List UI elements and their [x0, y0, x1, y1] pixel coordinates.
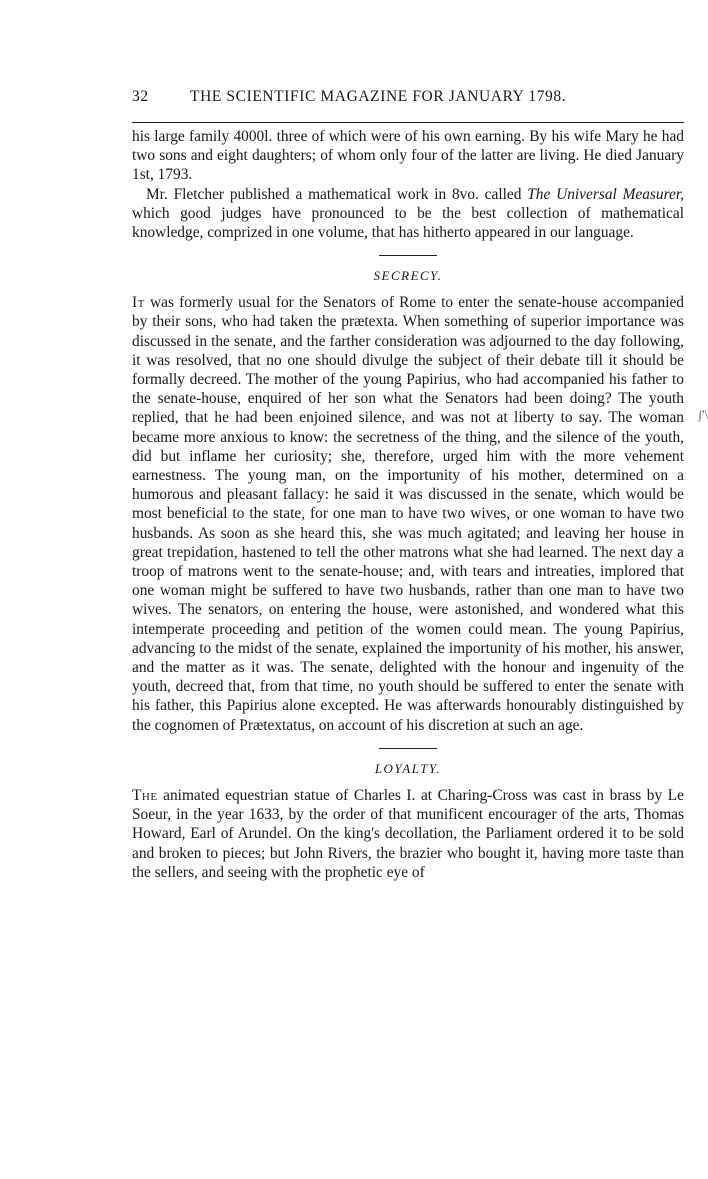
loyalty-paragraph — [132, 786, 684, 882]
intro-p2-before: Mr. Fletcher published a mathematical work in 8vo. called — [146, 185, 528, 203]
book-title: The Universal Measurer, — [527, 185, 684, 203]
intro-p2-after: which good judges have pronounced to be the best collection of mathematical knowledge, comprized in one volume, that has hitherto appeared in our language. — [132, 204, 684, 242]
secrecy-body: was formerly usual for the Senators of Rome to enter the senate-house accompanied by their sons, who had taken the prætexta. When something of superior importance was discussed in the senate, and the farther consideration was adjourned to the day following, it was resolved, that no one should divulge the subject of their debate till it should be formally decreed. The mother of the young Papirius, who had accompanied his father to the senate-house, enquired of her son what the Senators had been doing? The youth replied, that he had been enjoined silence, and was not at liberty to say. The woman became more anxious to know: the secretness of the thing, and the silence of the youth, did but inflame her curiosity; she, therefore, urged him with the more vehement earnestness. The young man, on the importunity of his mother, determined on a humorous and pleasant fallacy: he said it was discussed in the senate, which would be most beneficial to the state, for one man to have two wives, or one woman to have two husbands. As soon as she heard this, she was much agitated; and leaving her house in great trepidation, hastened to tell the other matrons what she had learned. The next day a troop of matrons went to the senate-house; and, with tears and intreaties, implored that one woman might be suffered to have two husbands, rather than one man to have two wives. The senators, on entering the house, were astonished, and wondered what this intemperate proceeding and petition of the women could mean. The young Papirius, advancing to the midst of the senate, explained the importunity of his mother, his answer, and the matter as it was. The senate, delighted with the honour and ingenuity of the youth, decreed that, from that time, no youth should be suffered to enter the senate with his father, this Papirius alone excepted. He was afterwards honourably distinguished by the cognomen of Prætextatus, on account of his discretion at such an age. — [132, 294, 684, 734]
section-title-loyalty: LOYALTY. — [374, 760, 442, 776]
intro-paragraph-1: his large family 4000l. three of which were of his own earning. By his wife Mary he had two sons and eight daughters; of whom only four of the latter are living. He died January 1st, 1793. — [132, 128, 684, 184]
secrecy-lead-word: It — [132, 294, 145, 312]
margin-mark: ʃ'\ — [698, 407, 708, 422]
header-rule — [132, 122, 684, 123]
secrecy-paragraph — [132, 293, 684, 735]
running-head-title: THE SCIENTIFIC MAGAZINE FOR JANUARY 1798. — [190, 88, 567, 105]
running-head — [132, 88, 684, 114]
intro-paragraph-2 — [132, 185, 684, 243]
loyalty-body: animated equestrian statue of Charles I. at Charing-Cross was cast in brass by Le Soeur, in the year 1633, by the order of that munificent encourager of the arts, Thomas Howard, Earl of Arundel. On the king's decollation, the Parliament ordered it to be sold and broken to pieces; but John Rivers, the brazier who bought it, having more taste than the sellers, and seeing with the prophetic eye of — [132, 786, 684, 881]
page-number: 32 — [132, 88, 149, 105]
section-divider-1 — [379, 255, 437, 256]
page-content — [132, 88, 684, 882]
section-title-secrecy: SECRECY. — [373, 268, 443, 284]
loyalty-lead-word: The — [132, 786, 158, 804]
section-divider-2 — [379, 748, 437, 749]
